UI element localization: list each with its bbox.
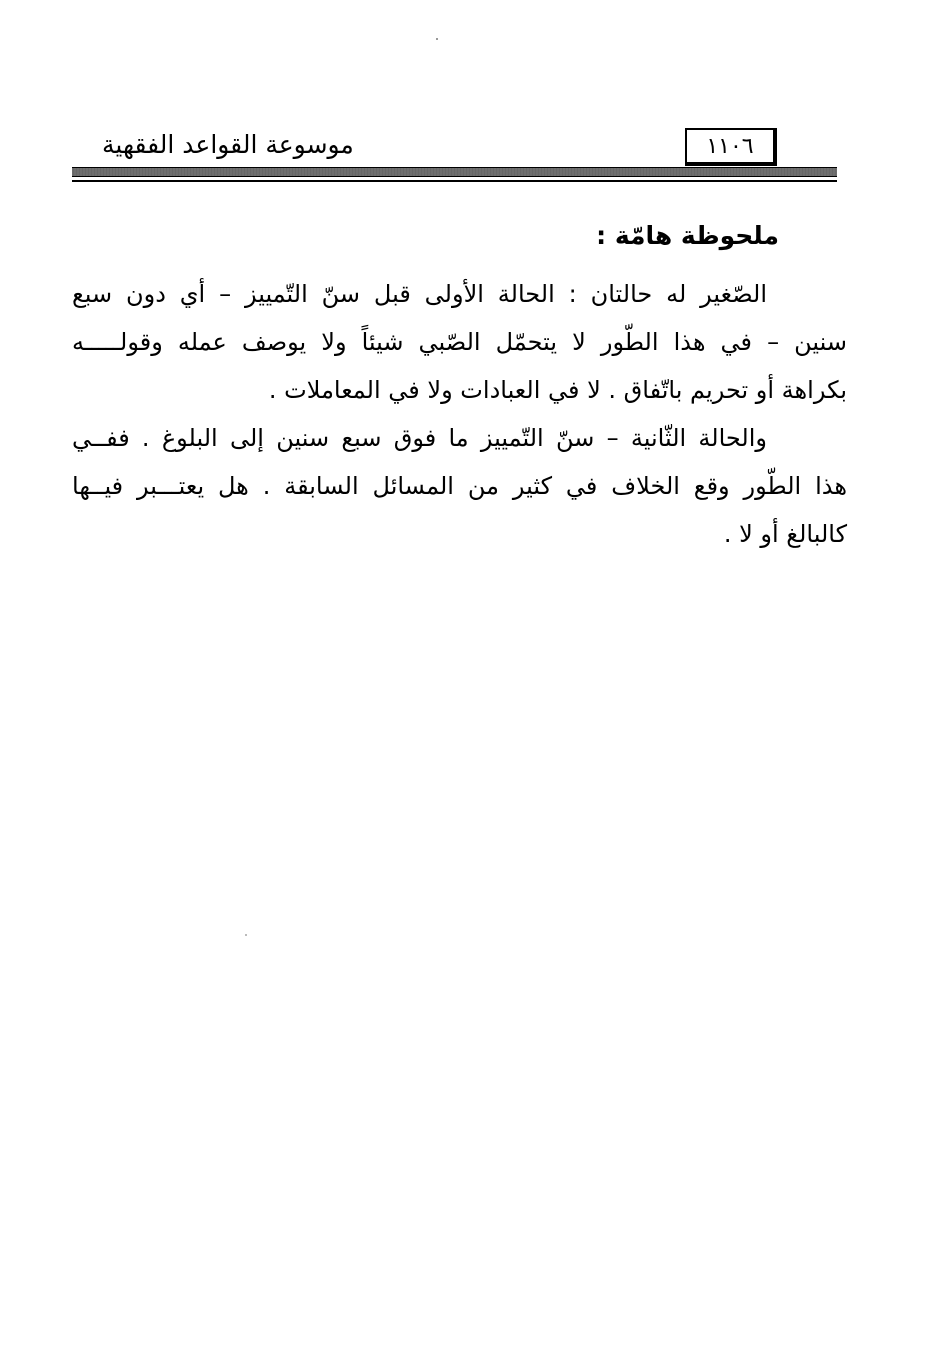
paragraph-line: والحالة الثّانية – سنّ التّمييز ما فوق سبع سنين إلى البلوغ . ففــي [72,424,767,452]
paragraph-second-state [72,414,847,558]
paragraph-line: الصّغير له حالتان : الحالة الأولى قبل سنّ التّمييز – أي دون سبع [72,280,767,308]
page-header [72,122,837,184]
paragraph-line: كالبالغ أو لا . [723,520,847,548]
note-heading: ملحوظة هامّة : [596,221,779,250]
scan-speck [245,934,247,936]
paragraph-line: بكراهة أو تحريم باتّفاق . لا في العبادات ولا في المعاملات . [268,376,847,404]
paragraph-line: هذا الطّور وقع الخلاف في كثير من المسائل السابقة . هل يعتـــبر فيــها [72,472,847,500]
paragraph-line: سنين – في هذا الطّور لا يتحمّل الصّبي شيئاً ولا يوصف عمله وقولـــــه [72,328,847,356]
paragraph-minor-states [72,270,847,414]
scan-speck [436,38,438,40]
page-body [72,212,847,558]
header-rule [72,167,837,177]
page-number: ١١٠٦ [685,128,777,166]
header-rule-thin [72,180,837,182]
book-title: موسوعة القواعد الفقهية [102,130,354,159]
